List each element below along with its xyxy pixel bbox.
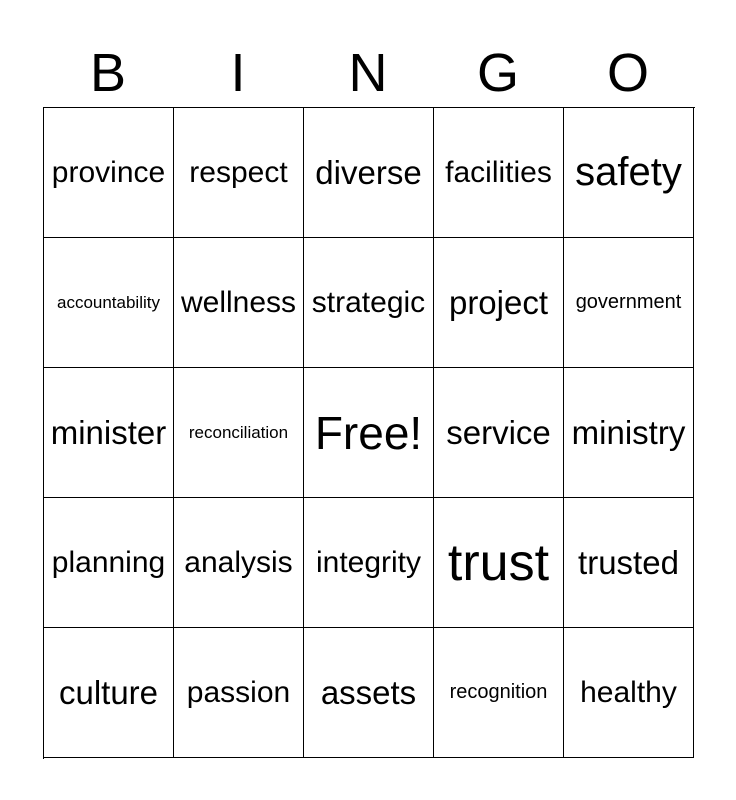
bingo-cell: respect bbox=[174, 108, 304, 238]
bingo-cell: analysis bbox=[174, 498, 304, 628]
bingo-cell: diverse bbox=[304, 108, 434, 238]
bingo-cell: recognition bbox=[434, 628, 564, 758]
bingo-cell: healthy bbox=[564, 628, 694, 758]
bingo-cell: wellness bbox=[174, 238, 304, 368]
bingo-header bbox=[43, 38, 693, 108]
bingo-cell: minister bbox=[44, 368, 174, 498]
bingo-cell: government bbox=[564, 238, 694, 368]
header-letter-b: B bbox=[89, 43, 127, 103]
bingo-cell: culture bbox=[44, 628, 174, 758]
bingo-cell: reconciliation bbox=[174, 368, 304, 498]
free-space: Free! bbox=[304, 368, 434, 498]
header-letter-n: N bbox=[348, 43, 388, 103]
bingo-cell: project bbox=[434, 238, 564, 368]
bingo-card bbox=[43, 107, 695, 759]
bingo-cell: facilities bbox=[434, 108, 564, 238]
bingo-cell: safety bbox=[564, 108, 694, 238]
header-letter-o: O bbox=[606, 43, 649, 103]
header-letter-g: G bbox=[476, 43, 519, 103]
bingo-cell: assets bbox=[304, 628, 434, 758]
bingo-cell: service bbox=[434, 368, 564, 498]
bingo-cell: passion bbox=[174, 628, 304, 758]
bingo-cell: trust bbox=[434, 498, 564, 628]
bingo-cell: strategic bbox=[304, 238, 434, 368]
bingo-cell: trusted bbox=[564, 498, 694, 628]
header-letter-i: I bbox=[230, 43, 246, 103]
bingo-cell: integrity bbox=[304, 498, 434, 628]
bingo-cell: accountability bbox=[44, 238, 174, 368]
bingo-cell: planning bbox=[44, 498, 174, 628]
bingo-cell: ministry bbox=[564, 368, 694, 498]
bingo-cell: province bbox=[44, 108, 174, 238]
